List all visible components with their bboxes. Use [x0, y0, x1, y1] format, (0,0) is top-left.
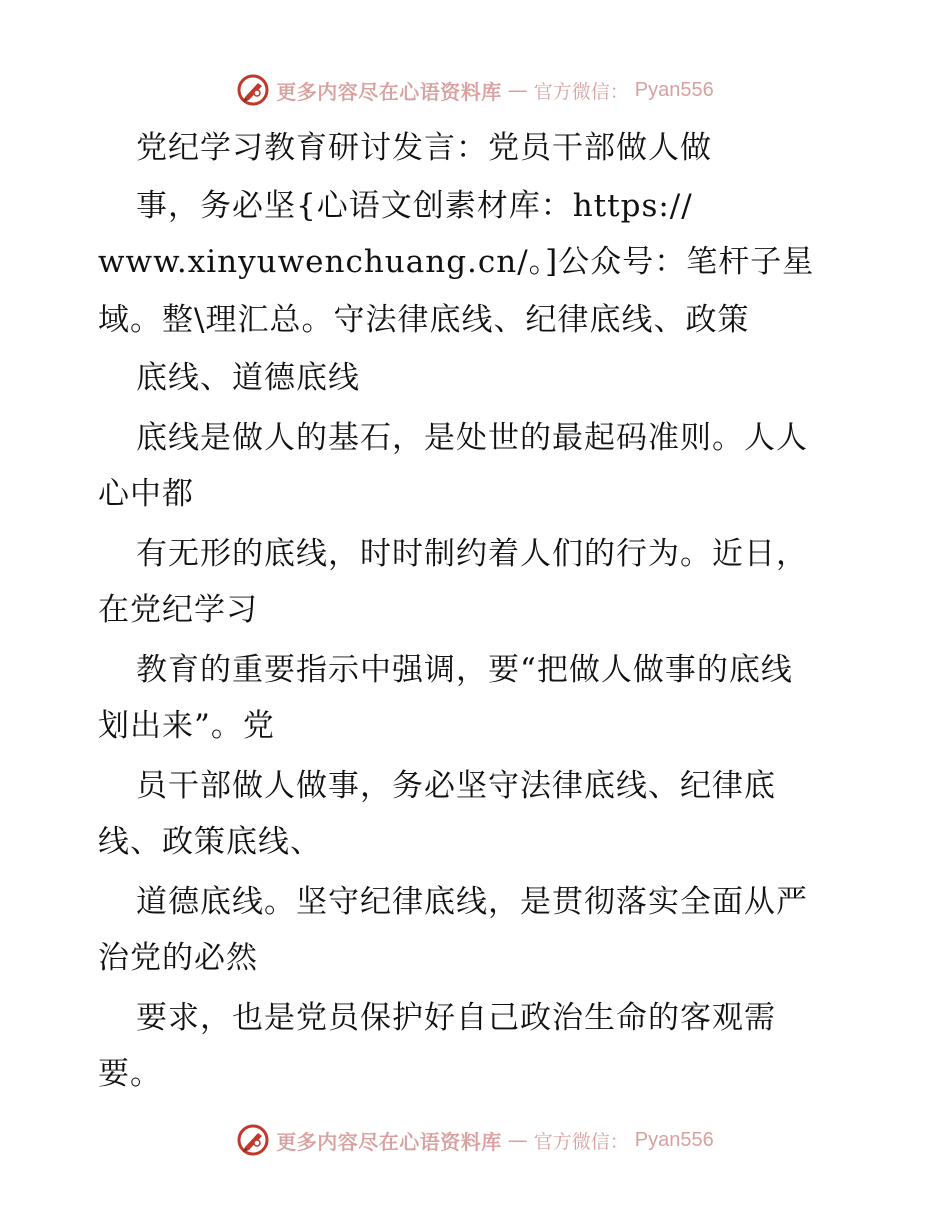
text-line: 员干部做人做事，务必坚守法律底线、纪律底	[136, 768, 776, 804]
text-line: 域。整\理汇总。守法律底线、纪律底线、政策	[98, 302, 750, 338]
watermark-dash: —	[507, 1128, 528, 1152]
header-watermark	[0, 68, 950, 112]
watermark-official: 官方微信：	[533, 80, 629, 103]
text-line: 事，务必坚{心语文创素材库：https://	[136, 188, 693, 224]
watermark-brand: 更多内容尽在心语资料库	[276, 79, 502, 104]
text-line: 底线、道德底线	[136, 360, 360, 396]
watermark-wechat-id: Pyan556	[634, 78, 714, 101]
watermark-official: 官方微信：	[533, 1130, 629, 1153]
text-line: 治党的必然	[98, 940, 258, 976]
text-line: 道德底线。坚守纪律底线，是贯彻落实全面从严	[136, 884, 808, 920]
text-line: 心中都	[98, 476, 194, 512]
footer-watermark	[0, 1118, 950, 1162]
text-line: 党纪学习教育研讨发言：党员干部做人做	[136, 130, 712, 166]
text-line: www.xinyuwenchuang.cn/。]公众号：笔杆子星	[98, 244, 815, 280]
text-line: 线、政策底线、	[98, 824, 322, 860]
text-line: 要。	[98, 1056, 162, 1092]
watermark-brand: 更多内容尽在心语资料库	[276, 1129, 502, 1154]
text-line: 教育的重要指示中强调，要“把做人做事的底线	[136, 652, 793, 688]
text-line: 划出来”。党	[98, 708, 275, 744]
pen-logo-icon	[236, 1123, 270, 1157]
text-line: 底线是做人的基石，是处世的最起码准则。人人	[136, 420, 808, 456]
watermark-wechat-id: Pyan556	[634, 1128, 714, 1151]
text-line: 要求，也是党员保护好自己政治生命的客观需	[136, 1000, 776, 1036]
watermark-dash: —	[507, 78, 528, 102]
text-line: 在党纪学习	[98, 592, 258, 628]
pen-logo-icon	[236, 73, 270, 107]
text-line: 有无形的底线，时时制约着人们的行为。近日，	[136, 536, 808, 572]
